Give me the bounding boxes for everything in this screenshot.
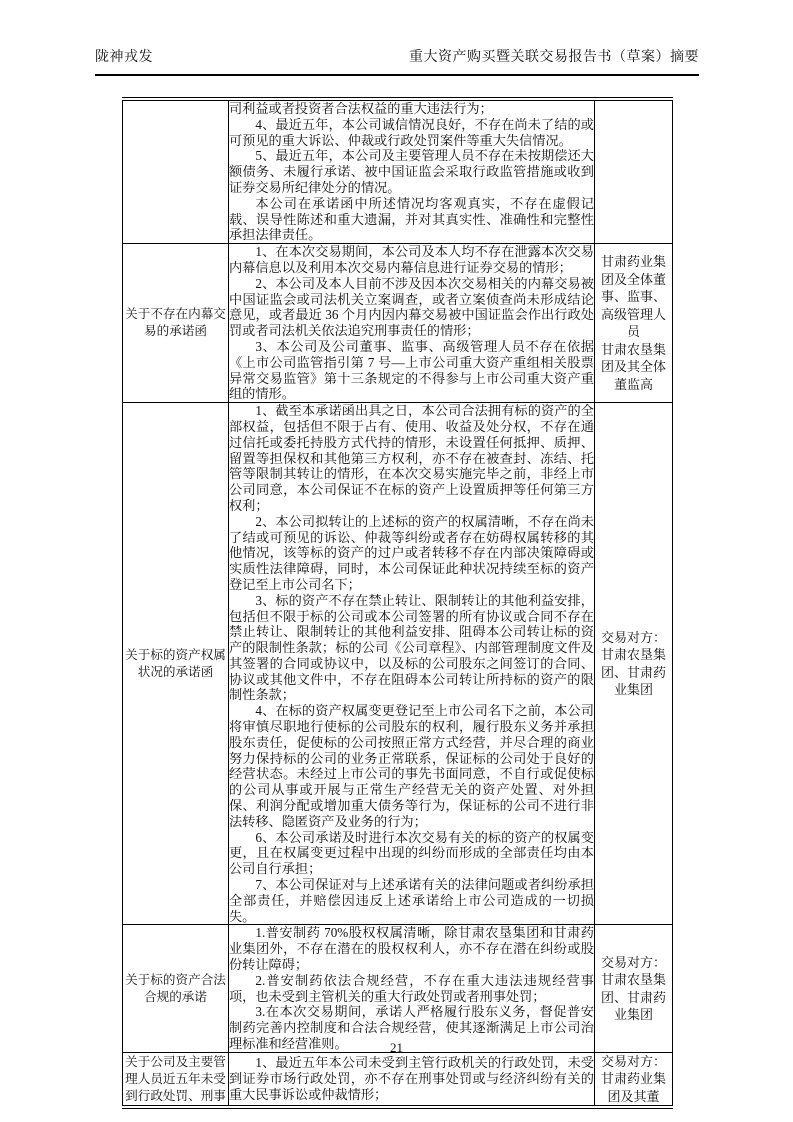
row-label-cell — [123, 99, 229, 244]
paragraph: 2、本公司及本人目前不涉及因本次交易相关的内幕交易被中国证监会或司法机关立案调查，或者立案侦查尚未形成结论意见，或者最近 36 个月内因内幕交易被中国证监会作出行政处罚或者司法机关依法追究刑事责任的情形； — [229, 275, 594, 339]
commitments-table — [122, 97, 673, 1109]
row-content-cell — [229, 1052, 595, 1107]
paragraph: 1、在本次交易期间，本公司及本人均不存在泄露本次交易内幕信息以及利用本次交易内幕信息进行证券交易的情形； — [229, 244, 594, 275]
row-label-cell: 关于标的资产合法合规的承诺 — [123, 925, 229, 1052]
paragraph: 1、截至本承诺函出具之日，本公司合法拥有标的资产的全部权益，包括但不限于占有、使用、收益及处分权，不存在通过信托或委托持股方式代持的情形，未设置任何抵押、质押、留置等担保权和其他第三方权利，亦不存在被查封、冻结、托管等限制其转让的情形，在本次交易实施完毕之前，非经上市公司同意，本公司保证不在标的资产上设置质押等任何第三方权利； — [229, 403, 594, 513]
row-label-cell: 关于不存在内幕交易的承诺函 — [123, 244, 229, 403]
paragraph: 5、最近五年，本公司及主要管理人员不存在未按期偿还大额债务、未履行承诺、被中国证监会采取行政监管措施或收到证券交易所纪律处分的情况。 — [229, 148, 594, 195]
party-line: 交易对方： — [600, 1053, 666, 1069]
paragraph: 司利益或者投资者合法权益的重大违法行为； — [229, 101, 493, 116]
party-line: 甘肃农垦集团、甘肃药业集团 — [600, 647, 666, 698]
paragraph: 3.在本次交易期间，承诺人严格履行股东义务，督促普安制药完善内控制度和合法合规经营，使其逐渐满足上市公司治理标准和经营准则。 — [229, 1004, 594, 1052]
doc-title: 重大资产购买暨关联交易报告书（草案）摘要 — [409, 50, 699, 65]
paragraph: 7、本公司保证对与上述承诺有关的法律问题或者纠纷承担全部责任，并赔偿因违反上述承诺给上市公司造成的一切损失。 — [229, 877, 594, 924]
paragraph: 1.普安制药 70%股权权属清晰，除甘肃农垦集团和甘肃药业集团外，不存在潜在的股权权利人，亦不存在潜在纠纷或股份转让障碍； — [229, 925, 594, 973]
paragraph: 4、在标的资产权属变更登记至上市公司名下之前，本公司将审慎尽职地行使标的公司股东的权利，履行股东义务并承担股东责任，促使标的公司按照正常方式经营，并尽合理的商业努力保持标的公司的业务正常联系，保证标的公司处于良好的经营状态。未经过上市公司的事先书面同意，不自行或促使标的公司从事或开展与正常生产经营无关的资产处置、对外担保、利润分配或增加重大债务等行为，保证标的公司不进行非法转移、隐匿资产及业务的行为； — [229, 703, 594, 829]
paragraph: 2.普安制药依法合规经营，不存在重大违法违规经营事项，也未受到主管机关的重大行政处罚或者刑事处罚； — [229, 972, 594, 1004]
paragraph: 3、标的资产不存在禁止转让、限制转让的其他利益安排，包括但不限于标的公司或本公司签署的所有协议或合同不存在禁止转让、限制转让的其他利益安排、阻碍本公司转让标的资产的限制性条款；标的公司《公司章程》、内部管理制度文件及其签署的合同或协议中，以及标的公司股东之间签订的合同、协议或其他文件中，不存在阻碍本公司转让所持标的资产的限制性条款； — [229, 592, 594, 703]
page-number: 21 — [390, 1040, 403, 1055]
table-row — [123, 99, 673, 244]
row-content-cell — [229, 99, 595, 244]
table-row — [123, 925, 673, 1052]
row-content-cell — [229, 925, 595, 1052]
party-line: 交易对方： — [600, 954, 666, 970]
paragraph: 6、本公司承诺及时进行本次交易有关的标的资产的权属变更，且在权属变更过程中出现的纠纷而形成的全部责任均由本公司自行承担； — [229, 829, 594, 877]
paragraph: 1、最近五年本公司未受到主管行政机关的行政处罚，未受到证券市场行政处罚，亦不存在刑事处罚或与经济纠纷有关的重大民事诉讼或仲裁情形； — [229, 1055, 594, 1102]
row-party-cell — [595, 925, 673, 1052]
doc-short-name: 陇神戎发 — [95, 50, 153, 65]
row-party-cell — [595, 244, 673, 403]
party-line: 甘肃药业集团及全体董事、监事、高级管理人员 — [600, 254, 666, 340]
table-row — [123, 403, 673, 925]
party-line: 交易对方： — [600, 629, 666, 645]
row-party-cell — [595, 1052, 673, 1107]
paragraph: 2、本公司拟转让的上述标的资产的权属清晰，不存在尚未了结或可预见的诉讼、仲裁等纠纷或者存在妨碍权属转移的其他情况，该等标的资产的过户或者转移不存在内部决策障碍或实质性法律障碍，同时，本公司保证此种状况持续至标的资产登记至上市公司名下； — [229, 513, 594, 592]
paragraph: 4、最近五年，本公司诚信情况良好，不存在尚未了结的或可预见的重大诉讼、仲裁或行政处罚案件等重大失信情况。 — [229, 116, 594, 148]
row-content-cell — [229, 244, 595, 403]
table-row — [123, 1052, 673, 1107]
row-content-cell — [229, 403, 595, 925]
page-header — [95, 46, 699, 76]
row-label-cell: 关于公司及主要管理人员近五年未受到行政处罚、刑事 — [123, 1052, 229, 1107]
paragraph: 3、本公司及公司董事、监事、高级管理人员不存在依据《上市公司监管指引第 7 号—上市公司重大资产重组相关股票异常交易监管》第十三条规定的不得参与上市公司重大资产重组的情形。 — [229, 338, 594, 402]
row-label-cell: 关于标的资产权属状况的承诺函 — [123, 403, 229, 925]
row-party-cell — [595, 99, 673, 244]
party-line: 甘肃农垦集团、甘肃药业集团 — [600, 972, 666, 1023]
row-party-cell — [595, 403, 673, 925]
party-line: 甘肃药业集团及其董 — [600, 1071, 666, 1104]
party-line: 甘肃农垦集团及其全体董监高 — [600, 341, 666, 392]
table-row — [123, 244, 673, 403]
paragraph: 本公司在承诺函中所述情况均客观真实，不存在虚假记载、误导性陈述和重大遗漏，并对其真实性、准确性和完整性承担法律责任。 — [229, 195, 594, 243]
